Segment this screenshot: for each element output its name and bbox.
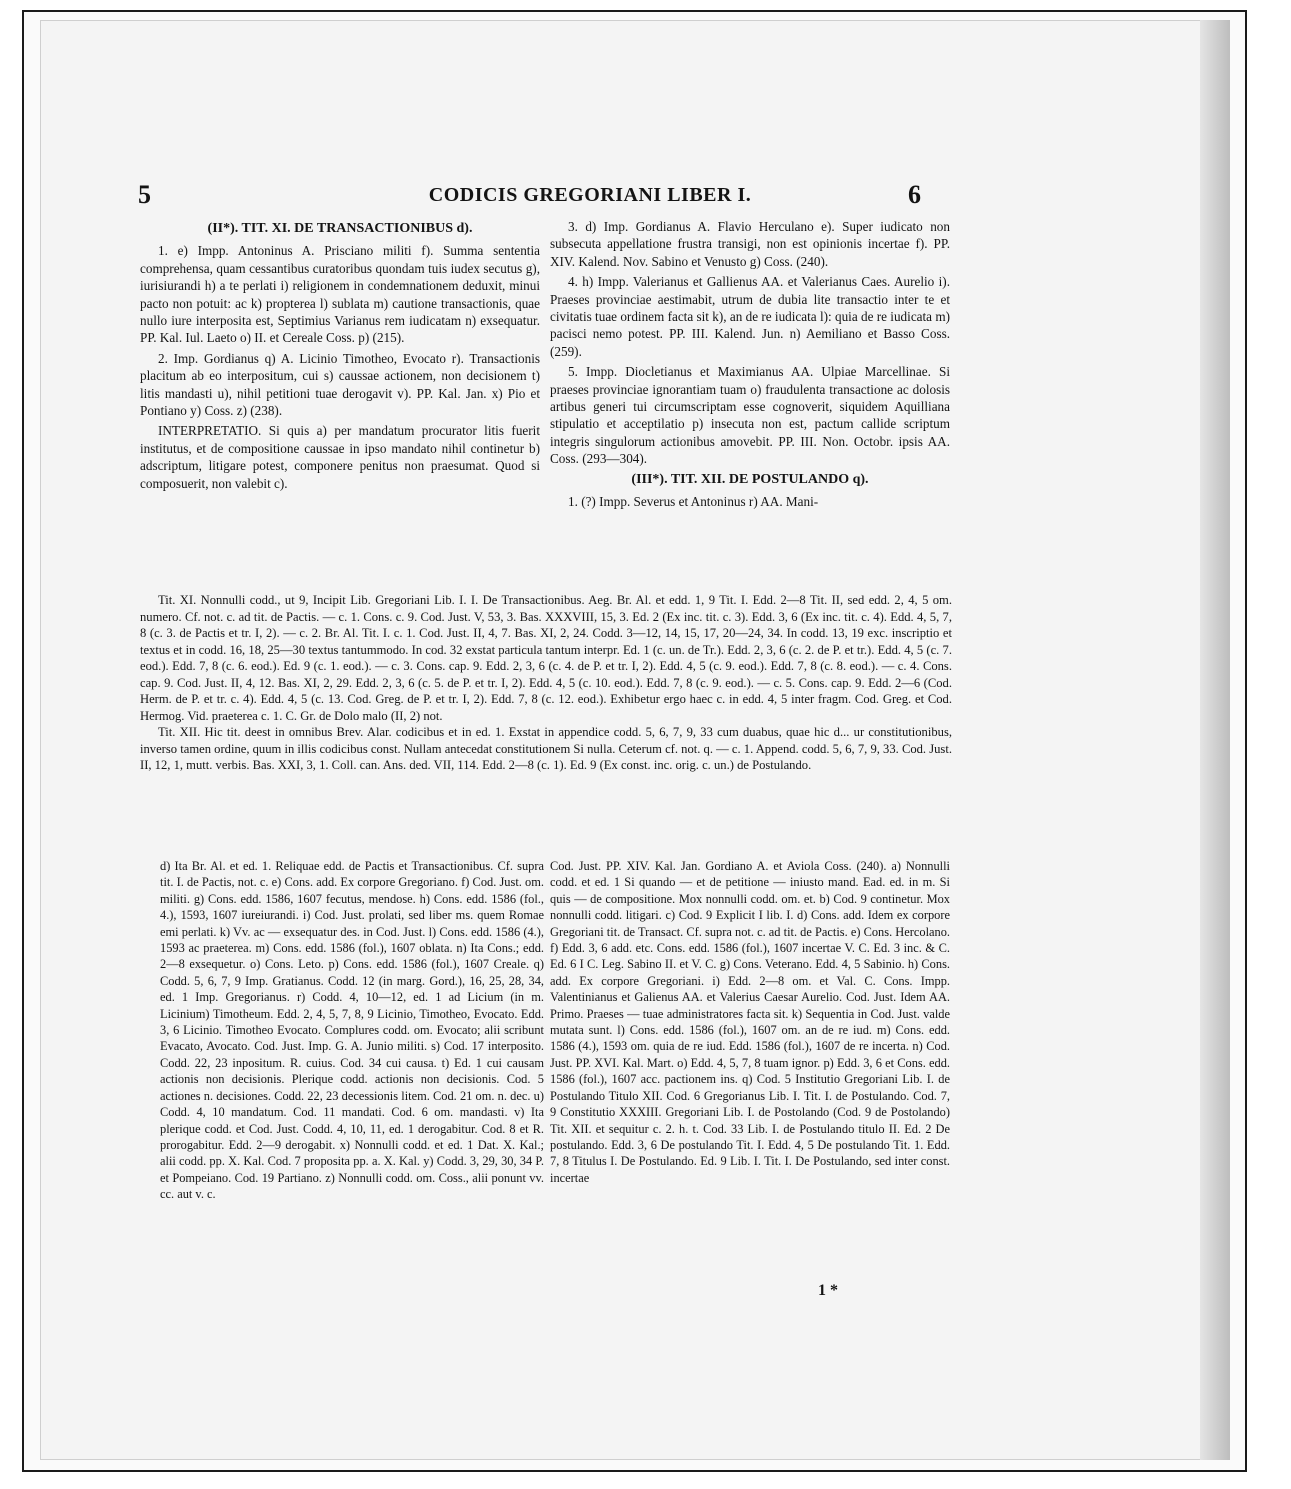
- running-header: [40, 180, 1230, 220]
- page-number-right: 6: [908, 180, 921, 209]
- constitution-1: 1. e) Impp. Antoninus A. Prisciano militi f). Summa sententia comprehensa, quam cessantibus curatoribus quondam tuis iudex secutus g), iurisiurandi h) a te perlati i) religionem in condemnationem deduxit, minui pacto non potuit: ac k) propterea l) sublata m) cautione transactionis, quae nullo iure interposita est, Septimius Varianus rem iudicatam n) exsequatur. PP. Kal. Iul. Laeto o) II. et Cereale Coss. p) (215).: [140, 243, 540, 346]
- left-text-column: [140, 218, 540, 495]
- running-title: CODICIS GREGORIANI LIBER I.: [428, 184, 752, 206]
- critical-apparatus: [140, 592, 952, 774]
- constitution-4: 4. h) Impp. Valerianus et Gallienus AA. et Valerianus Caes. Aurelio i). Praeses provinciae aestimabit, utrum de dubia lite transactio inter te et civitatis tuae ordinem facta sit k), an de re iudicata l): quia de re iudicata m) pacisci nemo potest. PP. III. Kalend. Jun. n) Aemiliano et Basso Coss. (259).: [550, 274, 950, 359]
- page-edge: [1200, 20, 1230, 1460]
- apparatus-tit-xi: Tit. XI. Nonnulli codd., ut 9, Incipit Lib. Gregoriani Lib. I. I. De Transactionibus. Aeg. Br. Al. et edd. 1, 9 Tit. I. Edd. 2—8 Tit. II, sed edd. 2, 4, 5 om. numero. Cf. not. c. ad tit. de Pactis. — c. 1. Cons. c. 9. Cod. Just. V, 53, 3. Bas. XXXVIII, 15, 3. Ed. 2 (Ex inc. tit. c. 3). Edd. 3, 6 (Ex inc. tit. c. 4). Edd. 4, 5, 7, 8 (c. 3. de Pactis et tr. I, 2). — c. 2. Br. Al. Tit. I. c. 1. Cod. Just. II, 4, 7. Bas. XI, 2, 24. Codd. 3—12, 14, 15, 17, 20—24, 34. In codd. 13, 19 exc. inscriptio et textus et in codd. 16, 18, 25—30 textus tantummodo. In cod. 32 exstat particula tantum interpr. Ed. 1 (c. un. de Tr.). Edd. 2, 3, 6 (c. 2. de P. et tr.). Edd. 4, 5 (c. 7. eod.). Edd. 7, 8 (c. 6. eod.). Ed. 9 (c. 1. eod.). — c. 3. Cons. cap. 9. Edd. 2, 3, 6 (c. 4. de P. et tr. I, 2). Edd. 4, 5 (c. 9. eod.). Edd. 7, 8 (c. 8. eod.). — c. 4. Cons. cap. 9. Cod. Just. II, 4, 12. Bas. XI, 2, 29. Edd. 2, 3, 6 (c. 5. de P. et tr. I, 2). Edd. 4, 5 (c. 10. eod.). Edd. 7, 8 (c. 9. eod.). — c. 5. Cons. cap. 9. Edd. 2—6 (Cod. Herm. de P. et tr. c. 4). Edd. 4, 5 (c. 13. Cod. Greg. de P. et tr. I, 2). Edd. 7, 8 (c. 12. eod.). Exhibetur ergo haec c. in edd. 4, 5 inter fragm. Cod. Greg. et Cod. Hermog. Vid. praeterea c. 1. C. Gr. de Dolo malo (II, 2) not.: [140, 593, 952, 723]
- footnotes-left: d) Ita Br. Al. et ed. 1. Reliquae edd. de Pactis et Transactionibus. Cf. supra tit. I. de Pactis, not. c. e) Cons. add. Ex corpore Gregoriano. f) Cod. Just. om. militi. g) Cons. edd. 1586, 1607 fecutus, mendose. h) Cons. edd. 1586 (fol., 4.), 1593, 1607 iureiurandi. i) Cod. Just. prolati, sed liber ms. quem Romae emi perlati. k) Vv. ac — exsequatur des. in Cod. Just. l) Cons. edd. 1586 (4.), 1593 ac praeterea. m) Cons. edd. 1586 (fol.), 1607 oblata. n) Ita Cons.; edd. 2—8 exsequetur. o) Cons. Leto. p) Cons. edd. 1586 (fol.), 1607 Creale. q) Codd. 5, 6, 7, 9 Imp. Gratianus. Codd. 12 (in marg. Gord.), 16, 25, 28, 34, ed. 1 Imp. Gregorianus. r) Codd. 4, 10—12, ed. 1 ad Licium (in m. Licinium) Timotheum. Edd. 2, 4, 5, 7, 8, 9 Licinio, Timotheo, Evocato. Edd. 3, 6 Licinio. Timotheo Evocato. Complures codd. om. Evocato; alii scribunt Evacato, Avocato. Cod. Just. Imp. G. A. Junio militi. s) Cod. 17 interposito. Codd. 22, 23 inpositum. R. cuius. Cod. 34 cui causa. t) Ed. 1 cui causam actionis non decisionis. Plerique codd. actionis non decisionis. Cod. 5 actiones n. decisiones. Codd. 22, 23 decessionis litem. Cod. 21 om. n. dec. u) Codd. 4, 10 mandatum. Cod. 11 mandati. Cod. 6 om. mandasti. v) Ita plerique codd. et Cod. Just. Codd. 4, 10, 11, ed. 1 derogabitur. Cod. 8 et R. prorogabitur. Edd. 2—9 derogabit. x) Nonnulli codd. et ed. 1 Dat. X. Kal.; alii codd. pp. X. Kal. Cod. 7 proposita pp. a. X. Kal. y) Codd. 3, 29, 30, 34 P. et Pompeiano. Cod. 19 Partiano. z) Nonnulli codd. om. Coss., alii ponunt vv. cc. aut v. c.: [160, 859, 544, 1202]
- page-number-left: 5: [138, 180, 151, 209]
- constitution-2: 2. Imp. Gordianus q) A. Licinio Timotheo, Evocato r). Transactionis placitum ab eo interpositum, cui s) caussae actionem, non decisionem t) litis mandasti u), nihil petitioni tuae derogavit v). PP. Kal. Jan. x) Pio et Pontiano y) Coss. z) (238).: [140, 350, 540, 419]
- constitution-3: 3. d) Imp. Gordianus A. Flavio Herculano e). Super iudicato non subsecuta appellatione frustra transigi, non est opinionis incertae f). PP. XIV. Kalend. Nov. Sabino et Venusto g) Coss. (240).: [550, 219, 950, 269]
- page-sheet: [40, 20, 1230, 1460]
- apparatus-tit-xii: Tit. XII. Hic tit. deest in omnibus Brev. Alar. codicibus et in ed. 1. Exstat in appendice codd. 5, 6, 7, 9, 33 cum duabus, quae hic d... ur constitutionibus, inverso tamen ordine, quum in illis codicibus const. Nullam antecedat constitutionem Si nulla. Ceterum cf. not. q. — c. 1. Append. codd. 5, 6, 7, 9, 33. Cod. Just. II, 12, 1, mutt. verbis. Bas. XXI, 3, 1. Coll. can. Ans. ded. VII, 114. Edd. 2—8 (c. 1). Ed. 9 (Ex const. inc. orig. c. un.) de Postulando.: [140, 725, 952, 772]
- right-text-column: [550, 218, 950, 514]
- footnotes-right: Cod. Just. PP. XIV. Kal. Jan. Gordiano A. et Aviola Coss. (240). a) Nonnulli codd. et ed. 1 Si quando — et de petitione — iniusto mand. Ead. ed. in m. Si quis — de compositione. Mox nonnulli codd. om. et. b) Cod. 9 continetur. Mox nonnulli codd. litigari. c) Cod. 9 Explicit I lib. I. d) Cons. add. Idem ex corpore Gregoriani tit. de Transact. Cf. supra not. c. ad tit. de Pactis. e) Cons. Hercolano. f) Edd. 3, 6 add. etc. Cons. edd. 1586 (fol.), 1607 incertae V. C. Ed. 3 inc. & C. Ed. 6 I C. Leg. Sabino II. et V. C. g) Cons. Veterano. Edd. 4, 5 Sabinio. h) Cons. add. Ex corpore Gregoriani. i) Edd. 2—8 om. et Val. C. Cons. Impp. Valentinianus et Galienus AA. et Valerius Caesar Aurelio. Cod. Just. Idem AA. Primo. Praeses — tuae administratores facta sit. k) Sequentia in Cod. Just. valde mutata sunt. l) Cons. edd. 1586 (fol.), 1607 om. an de re iud. m) Cons. edd. 1586 (4.), 1593 om. quia de re iud. Edd. 1586 (fol.), 1607 de re incerta. n) Cod. Just. PP. XVI. Kal. Mart. o) Edd. 4, 5, 7, 8 tuam ignor. p) Edd. 3, 6 et Cons. edd. 1586 (fol.), 1607 acc. pactionem ins. q) Cod. 5 Institutio Gregoriani Lib. I. de Postulando Titulo XII. Cod. 6 Gregorianus Lib. I. Tit. I. de Postulando. Cod. 7, 9 Constitutio XXXIII. Gregoriani Lib. I. de Postolando (Cod. 9 de Postolando) Tit. XII. et sequitur c. 2. h. t. Cod. 33 Lib. I. de Postulando titulo II. Ed. 2 De postulando. Edd. 3, 6 De postulando Tit. I. Edd. 4, 5 De postulando Tit. 1. Edd. 7, 8 Titulus I. De Postulando. Ed. 9 Lib. I. Tit. I. De Postulando, sed inter const. incertae: [550, 859, 950, 1185]
- title-xii-heading: (III*). TIT. XII. DE POSTULANDO q).: [631, 471, 869, 487]
- signature-mark: 1 *: [818, 1282, 838, 1299]
- title-xi-heading: (II*). TIT. XI. DE TRANSACTIONIBUS d).: [207, 221, 473, 236]
- constitution-5: 5. Impp. Diocletianus et Maximianus AA. Ulpiae Marcellinae. Si praeses provinciae ignorantiam tuam o) fraudulenta transactione ac dolosis artibus generi tui circumscriptam esse cognoverit, siquidem Aquilliana stipulatio et acceptilatio p) insecuta non est, pactum callide scriptum integris singulorum actionibus amovebit. PP. III. Non. Octobr. ipsis AA. Coss. (293—304).: [550, 364, 950, 467]
- interpretatio: INTERPRETATIO. Si quis a) per mandatum procurator litis fuerit institutus, et de compositione caussae in ipso mandato nihil continetur b) adscriptum, litigare potest, componere penitus non praesumat. Quod si composuerit, non valebit c).: [140, 423, 540, 491]
- constitution-xii-1: 1. (?) Impp. Severus et Antoninus r) AA. Mani-: [568, 494, 819, 510]
